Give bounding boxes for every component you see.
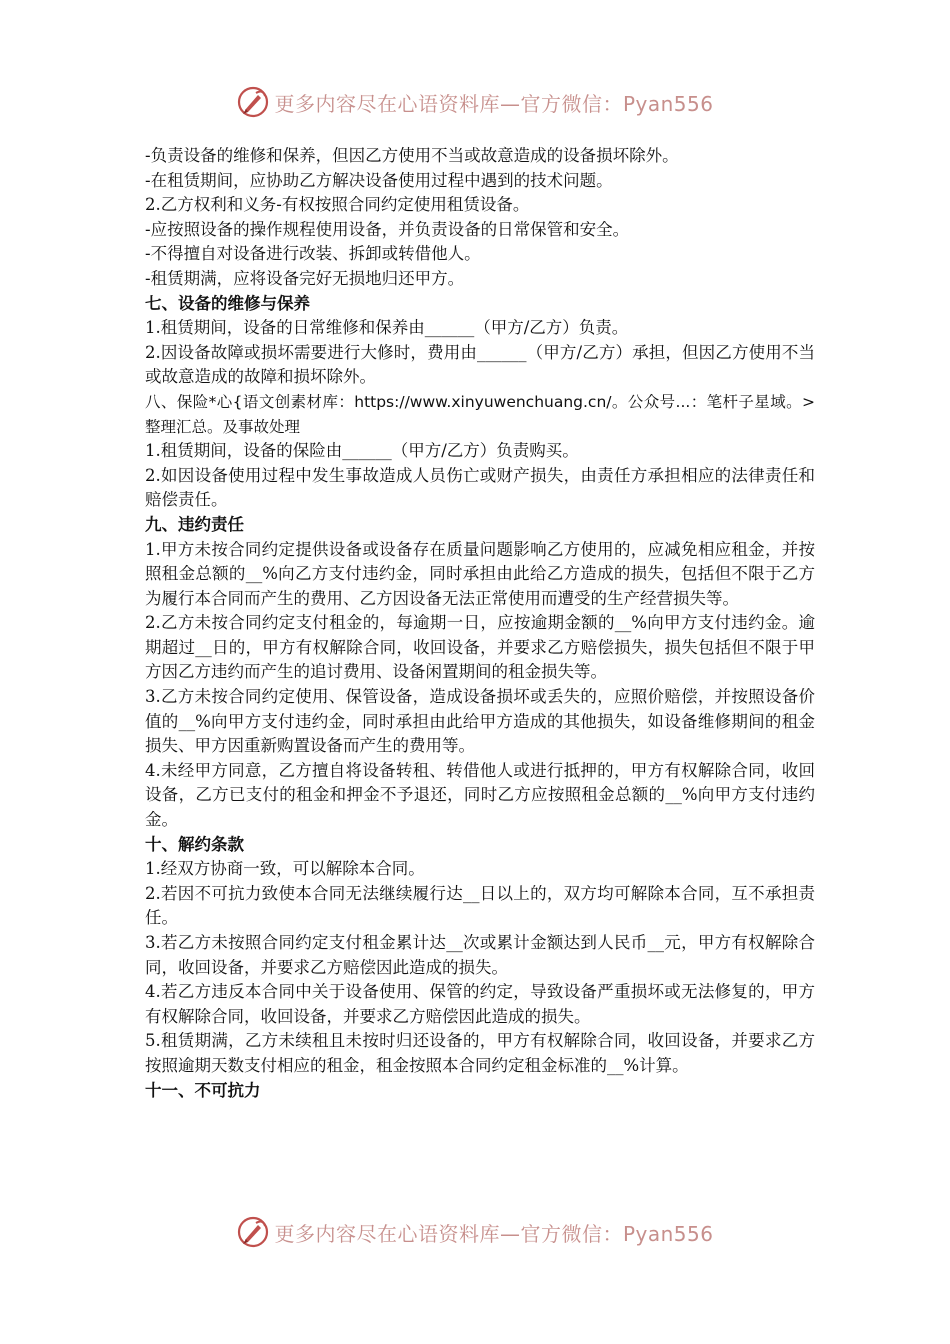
section-heading-11: 十一、不可抗力 (145, 1080, 261, 1100)
section-heading-8: 八、保险*心{语文创素材库：https://www.xinyuwenchuang.cn/。公众号...：笔杆子星域。>整理汇总。及事故处理 (145, 392, 815, 436)
paragraph: -不得擅自对设备进行改装、拆卸或转借他人。 (145, 244, 481, 264)
header-banner-text: 更多内容尽在心语资料库—官方微信：Pyan556 (274, 91, 714, 116)
paragraph: 2.若因不可抗力致使本合同无法继续履行达__日以上的，双方均可解除本合同，互不承担责任。 (145, 883, 815, 928)
paragraph: -应按照设备的操作规程使用设备，并负责设备的日常保管和安全。 (145, 219, 630, 239)
document-body (145, 144, 815, 1103)
paragraph: 1.经双方协商一致，可以解除本合同。 (145, 859, 425, 879)
paragraph: 4.未经甲方同意，乙方擅自将设备转租、转借他人或进行抵押的，甲方有权解除合同，收回设备，乙方已支付的租金和押金不予退还，同时乙方应按照租金总额的__%向甲方支付违约金。 (145, 760, 815, 830)
section-heading-10: 十、解约条款 (145, 834, 244, 854)
paragraph: 2.因设备故障或损坏需要进行大修时，费用由______（甲方/乙方）承担，但因乙方使用不当或故意造成的故障和损坏除外。 (145, 342, 815, 387)
paragraph: 4.若乙方违反本合同中关于设备使用、保管的约定，导致设备严重损坏或无法修复的，甲方有权解除合同，收回设备，并要求乙方赔偿因此造成的损失。 (145, 982, 815, 1026)
paragraph: 1.甲方未按合同约定提供设备或设备存在质量问题影响乙方使用的，应减免相应租金，并按照租金总额的__%向乙方支付违约金，同时承担由此给乙方造成的损失，包括但不限于乙方为履行本合同而产生的费用、乙方因设备无法正常使用而遭受的生产经营损失等。 (145, 539, 815, 608)
paragraph: -在租赁期间，应协助乙方解决设备使用过程中遇到的技术问题。 (145, 170, 613, 190)
section-heading-7: 七、设备的维修与保养 (145, 293, 310, 313)
footer-banner (0, 1212, 950, 1252)
pen-circle-logo-icon (236, 85, 270, 119)
paragraph: 3.若乙方未按照合同约定支付租金累计达__次或累计金额达到人民币__元，甲方有权解除合同，收回设备，并要求乙方赔偿因此造成的损失。 (145, 933, 815, 977)
paragraph: 5.租赁期满，乙方未续租且未按时归还设备的，甲方有权解除合同，收回设备，并要求乙方按照逾期天数支付相应的租金，租金按照本合同约定租金标准的__%计算。 (145, 1031, 815, 1075)
paragraph: 2.乙方权利和义务-有权按照合同约定使用租赁设备。 (145, 195, 530, 215)
paragraph: 2.乙方未按合同约定支付租金的，每逾期一日，应按逾期金额的__%向甲方支付违约金。逾期超过__日的，甲方有权解除合同，收回设备，并要求乙方赔偿损失，损失包括但不限于甲方因乙方违约而产生的追讨费用、设备闲置期间的租金损失等。 (145, 613, 815, 682)
paragraph: -负责设备的维修和保养，但因乙方使用不当或故意造成的设备损坏除外。 (145, 146, 679, 165)
paragraph: -租赁期满，应将设备完好无损地归还甲方。 (145, 268, 465, 288)
paragraph: 3.乙方未按合同约定使用、保管设备，造成设备损坏或丢失的，应照价赔偿，并按照设备价值的__%向甲方支付违约金，同时承担由此给甲方造成的其他损失，如设备维修期间的租金损失、甲方因重新购置设备而产生的费用等。 (145, 687, 815, 756)
section-heading-9: 九、违约责任 (145, 514, 244, 534)
footer-banner-text: 更多内容尽在心语资料库—官方微信：Pyan556 (274, 1221, 714, 1246)
paragraph: 2.如因设备使用过程中发生事故造成人员伤亡或财产损失，由责任方承担相应的法律责任和赔偿责任。 (145, 465, 815, 510)
header-banner (0, 82, 950, 122)
paragraph: 1.租赁期间，设备的日常维修和保养由______（甲方/乙方）负责。 (145, 318, 629, 338)
paragraph: 1.租赁期间，设备的保险由______（甲方/乙方）负责购买。 (145, 441, 579, 461)
pen-circle-logo-icon (236, 1215, 270, 1249)
